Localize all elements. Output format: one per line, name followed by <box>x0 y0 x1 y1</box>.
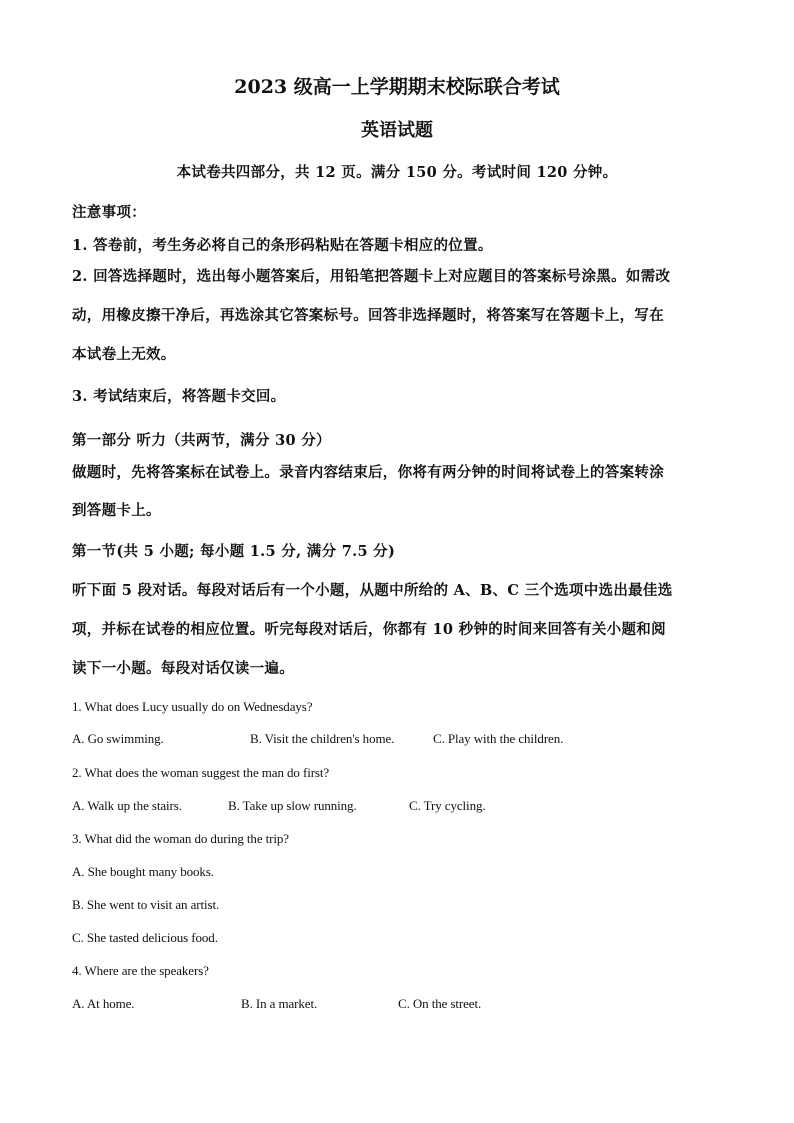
note-item-2-line-3: 本试卷上无效。 <box>72 346 176 363</box>
section1-heading: 第一节(共 5 小题; 每小题 1.5 分, 满分 7.5 分) <box>72 543 396 560</box>
question-2-stem: 2. What does the woman suggest the man do first? <box>72 765 330 780</box>
note-item-2-line-2: 动，用橡皮擦干净后，再选涂其它答案标号。回答非选择题时，将答案写在答题卡上，写在 <box>72 307 664 324</box>
question-3-option-a: A. She bought many books. <box>72 864 214 879</box>
exam-title: 2023 级高一上学期期末校际联合考试 <box>234 76 560 98</box>
part1-heading: 第一部分 听力（共两节，满分 30 分） <box>72 432 331 449</box>
question-4-stem: 4. Where are the speakers? <box>72 963 209 978</box>
part1-instr-line-1: 做题时，先将答案标在试卷上。录音内容结束后，你将有两分钟的时间将试卷上的答案转涂 <box>72 464 664 481</box>
section1-instr-line-1: 听下面 5 段对话。每段对话后有一个小题，从题中所给的 A、B、C 三个选项中选出最佳选 <box>72 582 673 599</box>
question-3-option-c: C. She tasted delicious food. <box>72 930 218 945</box>
question-3-option-b: B. She went to visit an artist. <box>72 897 220 912</box>
question-1-option-c: C. Play with the children. <box>433 731 564 746</box>
exam-subtitle: 英语试题 <box>361 120 433 141</box>
note-item-1: 1. 答卷前，考生务必将自己的条形码粘贴在答题卡相应的位置。 <box>72 237 493 254</box>
question-4-option-c: C. On the street. <box>398 996 482 1011</box>
question-2-option-a: A. Walk up the stairs. <box>72 798 182 813</box>
question-2-option-b: B. Take up slow running. <box>228 798 357 813</box>
question-2-option-c: C. Try cycling. <box>409 798 486 813</box>
notes-heading: 注意事项： <box>72 204 146 221</box>
question-4-option-a: A. At home. <box>72 996 135 1011</box>
question-4-option-b: B. In a market. <box>241 996 318 1011</box>
question-1-stem: 1. What does Lucy usually do on Wednesdays? <box>72 699 313 714</box>
question-1-option-a: A. Go swimming. <box>72 731 164 746</box>
section1-instr-line-3: 读下一小题。每段对话仅读一遍。 <box>72 660 294 677</box>
question-1-option-b: B. Visit the children's home. <box>250 731 395 746</box>
note-item-3: 3. 考试结束后，将答题卡交回。 <box>72 388 286 405</box>
section1-instr-line-2: 项，并标在试卷的相应位置。听完每段对话后，你都有 10 秒钟的时间来回答有关小题和阅 <box>72 621 666 638</box>
question-3-stem: 3. What did the woman do during the trip? <box>72 831 289 846</box>
part1-instr-line-2: 到答题卡上。 <box>72 502 161 519</box>
exam-info: 本试卷共四部分，共 12 页。满分 150 分。考试时间 120 分钟。 <box>176 164 618 181</box>
note-item-2-line-1: 2. 回答选择题时，选出每小题答案后，用铅笔把答题卡上对应题目的答案标号涂黑。如需改 <box>72 268 671 285</box>
